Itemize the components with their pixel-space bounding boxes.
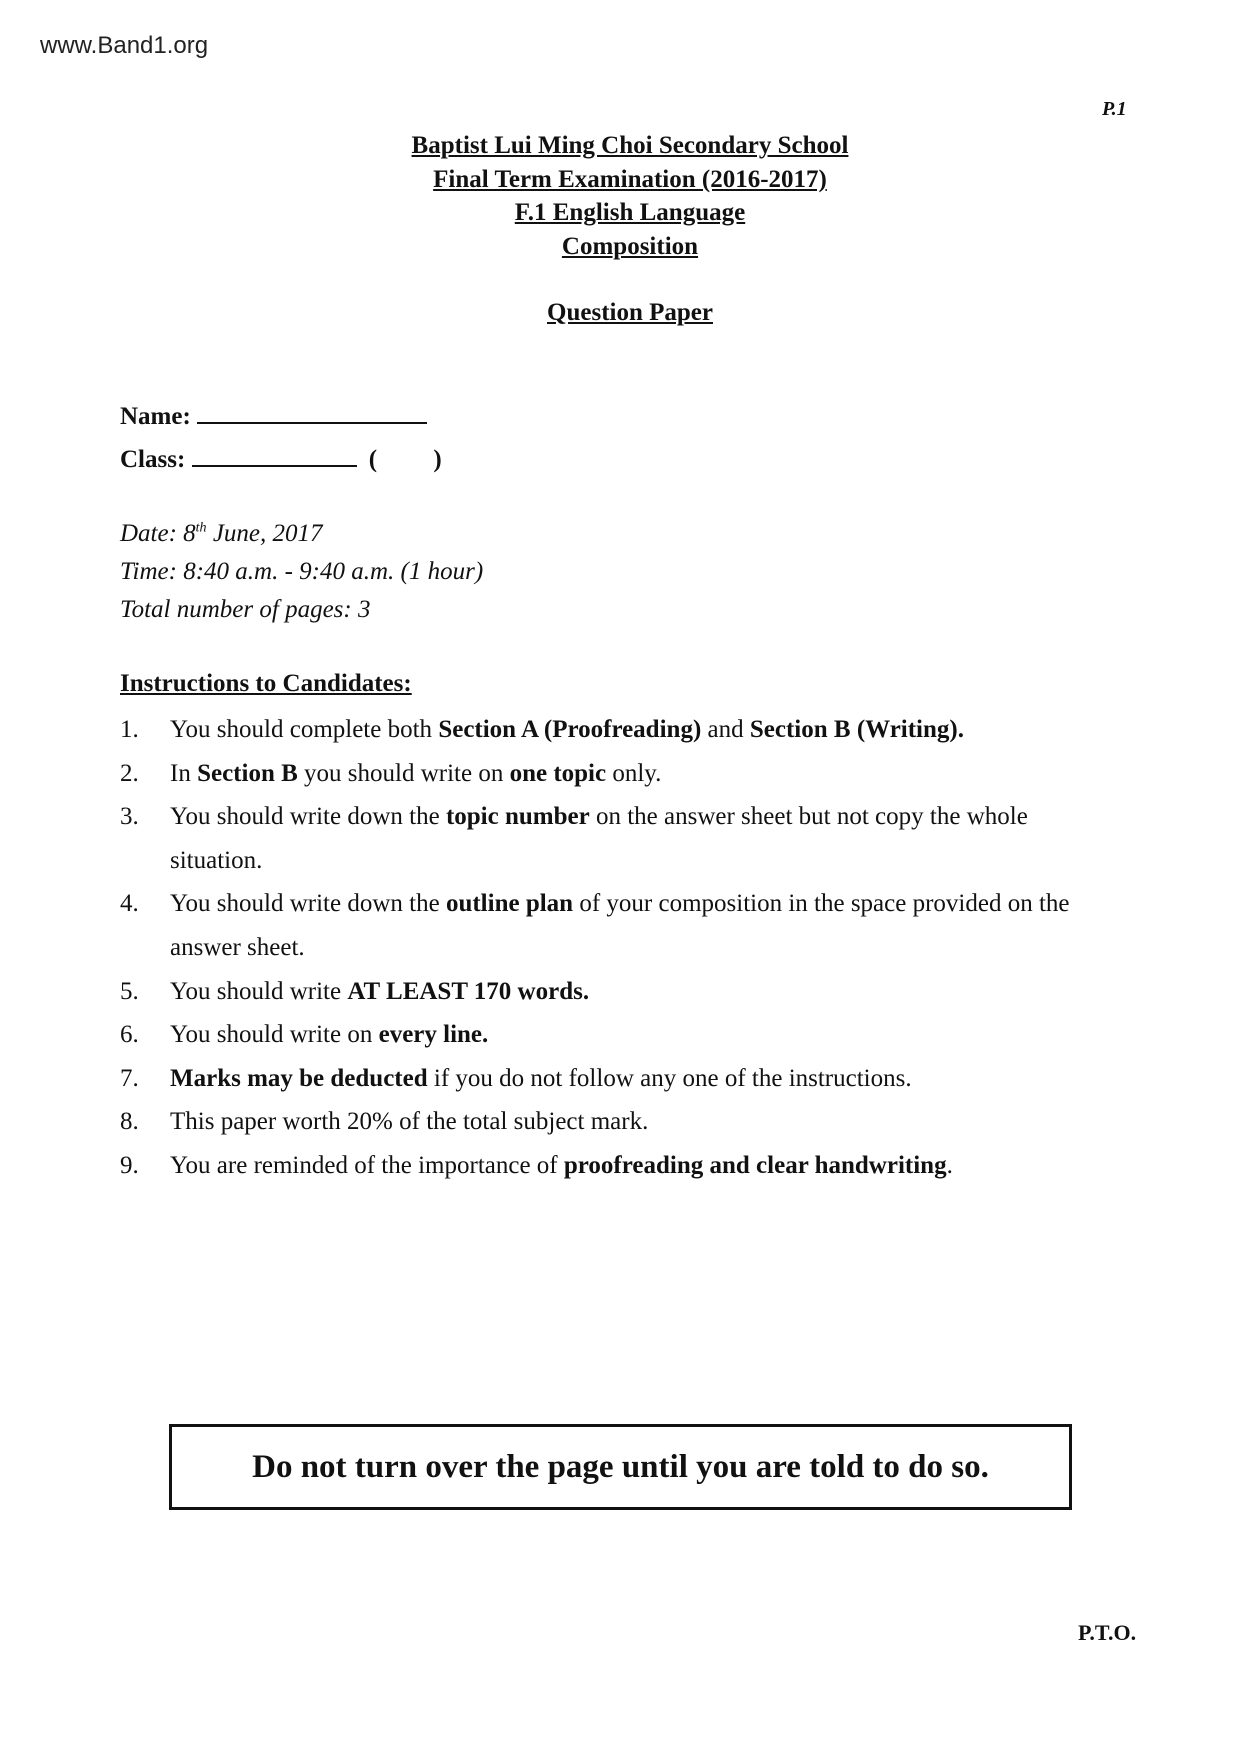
instruction-segment: and [701,716,750,743]
instruction-segment: You should write on [170,1021,379,1049]
instruction-text [170,1100,1095,1144]
instruction-segment: . [946,1151,953,1179]
instruction-emphasis: Section B (Writing). [749,716,964,743]
instruction-item [120,708,1095,752]
instruction-item [120,1100,1095,1144]
instruction-emphasis: Marks may be deducted [170,1064,428,1092]
subject-title: F.1 English Language [514,199,746,226]
class-number-close: ) [433,446,442,473]
class-field[interactable] [120,446,442,474]
instructions-list [120,708,1095,1188]
instruction-segment: You should write [170,977,348,1005]
instruction-number: 3. [120,803,139,831]
instruction-number: 9. [120,1151,139,1179]
exam-title: Final Term Examination (2016-2017) [433,166,827,193]
instructions-heading: Instructions to Candidates: [120,670,412,697]
instruction-item [120,795,1095,882]
instruction-item [120,1057,1095,1101]
pto-label: P.T.O. [1078,1620,1137,1645]
instruction-emphasis: proofreading and clear handwriting [563,1151,947,1179]
instruction-number: 7. [120,1064,139,1092]
instruction-text [170,1144,1095,1188]
instruction-number: 4. [120,890,139,918]
instruction-number: 8. [120,1108,139,1136]
class-number-open: ( [368,446,378,473]
instruction-item [120,752,1095,796]
date-suffix: June, 2017 [206,520,323,547]
instruction-number: 1. [120,716,139,743]
instruction-text [170,882,1095,969]
instruction-item [120,970,1095,1014]
school-name: Baptist Lui Ming Choi Secondary School [411,132,849,159]
instruction-segment: You should write down the [170,803,446,831]
name-label: Name: [120,403,191,430]
instruction-item [120,1144,1095,1188]
exam-time: Time: 8:40 a.m. - 9:40 a.m. (1 hour) [120,558,484,585]
total-pages: Total number of pages: 3 [120,596,371,623]
instruction-emphasis: Section B [197,759,298,787]
instruction-segment: In [170,759,198,787]
date-prefix: Date: 8 [120,520,196,547]
instruction-segment: You are reminded of the importance of [170,1151,564,1179]
class-label: Class: [120,446,186,473]
instruction-number: 2. [120,759,139,787]
instruction-item [120,882,1095,969]
instruction-emphasis: every line. [378,1021,489,1049]
instruction-segment: You should write down the [170,890,446,918]
name-field[interactable] [120,403,427,431]
instruction-text [170,752,1095,796]
instruction-emphasis: AT LEAST 170 words. [347,977,590,1005]
instruction-segment: You should complete both [170,716,439,743]
instruction-text [170,708,1095,752]
instruction-segment: if you do not follow any one of the instructions. [427,1064,912,1092]
instruction-segment: you should write on [297,759,510,787]
watermark: www.Band1.org [40,32,209,59]
instruction-text [170,1013,1095,1057]
name-blank[interactable] [197,404,427,424]
instruction-emphasis: outline plan [445,890,574,918]
paper-title: Composition [561,233,699,260]
instruction-text [170,970,1095,1014]
instruction-number: 5. [120,977,139,1005]
instruction-number: 6. [120,1021,139,1049]
paper-type: Question Paper [547,299,713,326]
instruction-item [120,1013,1095,1057]
instruction-segment: of your composition in the space provided on the answer sheet. [170,890,1070,961]
instruction-segment: This paper worth 20% of the total subject mark. [170,1108,649,1136]
instruction-emphasis: one topic [509,759,607,787]
page-number: P.1 [1102,98,1127,120]
instruction-emphasis: topic number [445,803,590,831]
notice-text: Do not turn over the page until you are told to do so. [252,1448,989,1485]
class-blank[interactable] [192,447,357,467]
instruction-segment: on the answer sheet but not copy the whole situation. [170,803,1028,874]
date-suffix-sup: th [195,520,207,536]
instruction-text [170,795,1095,882]
notice-box [169,1424,1072,1510]
instruction-segment: only. [606,759,662,787]
exam-date [120,520,323,548]
instruction-emphasis: Section A (Proofreading) [438,716,702,743]
instruction-text [170,1057,1095,1101]
